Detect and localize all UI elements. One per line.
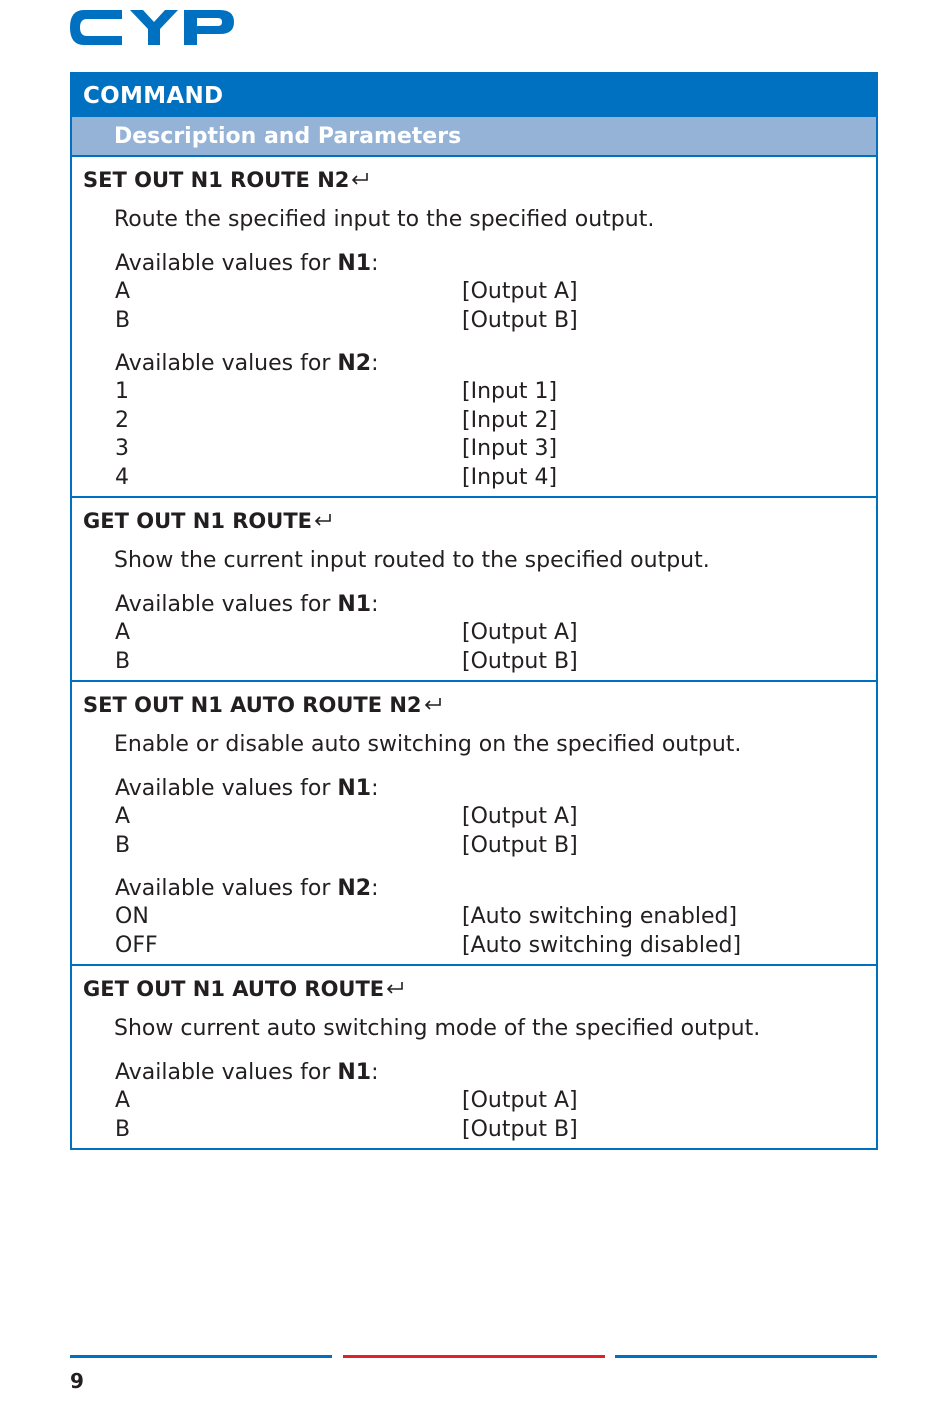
parameter-heading [72, 874, 876, 903]
command-name [72, 972, 876, 1006]
parameter-heading [72, 774, 876, 803]
footer-line-right [615, 1355, 877, 1358]
parameter-prefix: Available values for [115, 592, 338, 617]
value-meaning: [Output A] [462, 279, 578, 304]
value-meaning: [Input 3] [462, 436, 558, 461]
footer-line-left [70, 1355, 332, 1358]
parameter-prefix: Available values for [115, 251, 338, 276]
command-description: Show current auto switching mode of the specified output. [114, 1016, 761, 1041]
carriage-return-icon [350, 172, 369, 186]
parameter-group [72, 349, 876, 492]
value-row [72, 619, 876, 648]
parameter-suffix: : [371, 776, 379, 801]
value-key: A [115, 804, 131, 829]
value-row [72, 435, 876, 464]
parameter-heading [72, 1058, 876, 1087]
value-key: B [115, 648, 131, 674]
value-row [72, 903, 876, 932]
command-description: Enable or disable auto switching on the specified output. [114, 732, 742, 757]
value-row [72, 1116, 876, 1145]
value-meaning: [Input 4] [462, 464, 558, 490]
value-meaning: [Output A] [462, 1088, 578, 1113]
parameter-prefix: Available values for [115, 1060, 338, 1085]
parameter-suffix: : [371, 1060, 379, 1085]
parameter-name: N1 [337, 251, 372, 276]
page-number: 9 [70, 1369, 84, 1393]
parameter-name: N1 [337, 776, 372, 801]
value-key: A [115, 620, 131, 645]
parameter-prefix: Available values for [115, 351, 338, 376]
value-row [72, 648, 876, 677]
carriage-return-icon [313, 513, 332, 527]
value-row [72, 803, 876, 832]
parameter-group [72, 249, 876, 335]
value-key: 2 [115, 407, 129, 433]
value-meaning: [Auto switching disabled] [462, 932, 742, 958]
value-row [72, 407, 876, 436]
parameter-suffix: : [371, 592, 379, 617]
value-row [72, 307, 876, 336]
value-key: ON [115, 904, 149, 929]
value-meaning: [Input 1] [462, 379, 558, 404]
command-name [72, 163, 876, 197]
command-description: Route the specified input to the specified output. [114, 207, 655, 232]
command-block [72, 680, 876, 964]
value-key: A [115, 279, 131, 304]
parameter-name: N1 [337, 1060, 372, 1085]
value-row [72, 1087, 876, 1116]
command-description: Show the current input routed to the specified output. [114, 548, 710, 573]
parameter-prefix: Available values for [115, 776, 338, 801]
header-command: COMMAND [72, 74, 876, 117]
command-block [72, 496, 876, 680]
parameter-heading [72, 349, 876, 378]
parameter-heading [72, 249, 876, 278]
parameter-prefix: Available values for [115, 876, 338, 901]
parameter-suffix: : [371, 251, 379, 276]
value-meaning: [Output B] [462, 1116, 578, 1142]
footer-line-middle [343, 1355, 605, 1358]
command-text: GET OUT N1 ROUTE [83, 509, 313, 533]
value-meaning: [Output A] [462, 620, 578, 645]
value-key: B [115, 1116, 131, 1142]
parameter-suffix: : [371, 876, 379, 901]
value-key: 3 [115, 436, 129, 461]
parameter-group [72, 774, 876, 860]
value-row [72, 378, 876, 407]
value-row [72, 464, 876, 493]
value-meaning: [Output B] [462, 307, 578, 333]
parameter-group [72, 1058, 876, 1144]
value-meaning: [Output B] [462, 648, 578, 674]
cyp-logo [70, 10, 234, 45]
parameter-name: N1 [337, 592, 372, 617]
command-block [72, 157, 876, 496]
parameter-group [72, 874, 876, 960]
command-block [72, 964, 876, 1148]
header-description: Description and Parameters [72, 117, 876, 157]
value-key: 4 [115, 464, 129, 490]
value-meaning: [Output B] [462, 832, 578, 858]
value-key: 1 [115, 379, 129, 404]
value-key: B [115, 832, 131, 858]
value-row [72, 832, 876, 861]
command-name [72, 504, 876, 538]
parameter-suffix: : [371, 351, 379, 376]
value-key: B [115, 307, 131, 333]
parameter-name: N2 [337, 876, 372, 901]
parameter-group [72, 590, 876, 676]
value-meaning: [Output A] [462, 804, 578, 829]
value-meaning: [Auto switching enabled] [462, 904, 738, 929]
command-text: SET OUT N1 ROUTE N2 [83, 168, 350, 192]
value-meaning: [Input 2] [462, 407, 558, 433]
command-text: GET OUT N1 AUTO ROUTE [83, 977, 385, 1001]
command-list [72, 157, 876, 1148]
command-table [70, 72, 878, 1150]
value-key: A [115, 1088, 131, 1113]
carriage-return-icon [423, 697, 442, 711]
command-name [72, 688, 876, 722]
parameter-heading [72, 590, 876, 619]
parameter-name: N2 [337, 351, 372, 376]
carriage-return-icon [385, 981, 404, 995]
value-row [72, 278, 876, 307]
value-key: OFF [115, 932, 158, 958]
value-row [72, 932, 876, 961]
command-text: SET OUT N1 AUTO ROUTE N2 [83, 693, 422, 717]
